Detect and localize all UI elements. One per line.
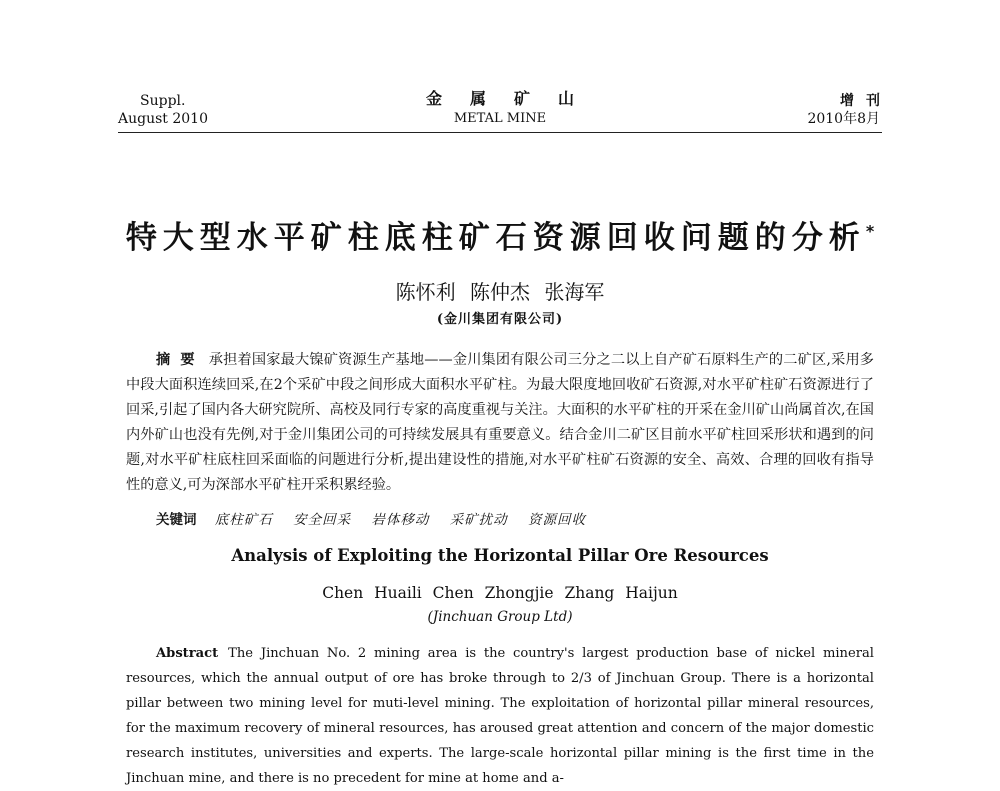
- header-date-en: August 2010: [118, 111, 208, 127]
- abstract-cn-label: 摘要: [156, 352, 205, 368]
- header-supplement-cn: 增刊: [840, 93, 892, 109]
- affiliation-en: (Jinchuan Group Ltd): [427, 609, 573, 625]
- abstract-cn-text: 承担着国家最大镍矿资源生产基地——金川集团有限公司三分之二以上自产矿石原料生产的二矿区,采用多中段大面积连续回采,在2个采矿中段之间形成大面积水平矿柱。为最大限度地回收矿石资源,对水平矿柱矿石资源进行了回采,引起了国内各大研究院所、高校及同行专家的高度重视与关注。大面积的水平矿柱的开采在金川矿山尚属首次,在国内外矿山也没有先例,对于金川集团公司的可持续发展具有重要意义。结合金川二矿区目前水平矿柱回采形状和遇到的问题,对水平矿柱底柱回采面临的问题进行分析,提出建设性的措施,对水平矿柱矿石资源的安全、高效、合理的回收有指导性的意义,可为深部水平矿柱开采积累经验。: [126, 352, 874, 493]
- paper-title-cn: [100, 212, 900, 257]
- header-left: [118, 92, 318, 128]
- abstract-en: [126, 641, 874, 791]
- journal-name-cn: 金属矿山: [425, 89, 602, 108]
- keywords-cn-label: 关键词: [156, 512, 197, 528]
- header-center: [380, 90, 620, 128]
- affiliation-cn: (金川集团有限公司): [436, 312, 564, 327]
- paper-title-en: Analysis of Exploiting the Horizontal Pillar Ore Resources: [231, 546, 769, 565]
- header-rule: [118, 132, 882, 133]
- keyword-item: 岩体移动: [371, 512, 430, 528]
- keyword-item: 采矿扰动: [449, 512, 508, 528]
- keyword-item: 底柱矿石: [214, 512, 273, 528]
- keyword-item: 资源回收: [527, 512, 586, 528]
- header-right: [680, 92, 892, 128]
- keywords-cn: [156, 508, 876, 528]
- title-footnote-mark: *: [865, 221, 875, 241]
- abstract-en-label: Abstract: [156, 646, 219, 661]
- abstract-cn: [126, 348, 874, 498]
- keyword-item: 安全回采: [293, 512, 352, 528]
- abstract-en-text: The Jinchuan No. 2 mining area is the country's largest production base of nickel mineral resources, which the annual output of ore has broke through to 2/3 of Jinchuan Group. There is a horizontal pillar between two mining level for muti-level mining. The exploitation of horizontal pillar mineral resources, for the maximum recovery of mineral resources, has aroused great attention and concern of the major domestic research institutes, universities and experts. The large-scale horizontal pillar mining is the first time in the Jinchuan mine, and there is no precedent for mine at home and a-: [126, 646, 874, 786]
- authors-en: Chen Huaili Chen Zhongjie Zhang Haijun: [322, 584, 678, 602]
- header-date-cn: 2010年8月: [807, 111, 880, 127]
- journal-name-en: METAL MINE: [453, 111, 547, 126]
- authors-cn: 陈怀利 陈仲杰 张海军: [395, 280, 605, 304]
- paper-title-cn-text: 特大型水平矿柱底柱矿石资源回收问题的分析: [125, 220, 866, 256]
- header-suppl: Suppl.: [140, 93, 186, 109]
